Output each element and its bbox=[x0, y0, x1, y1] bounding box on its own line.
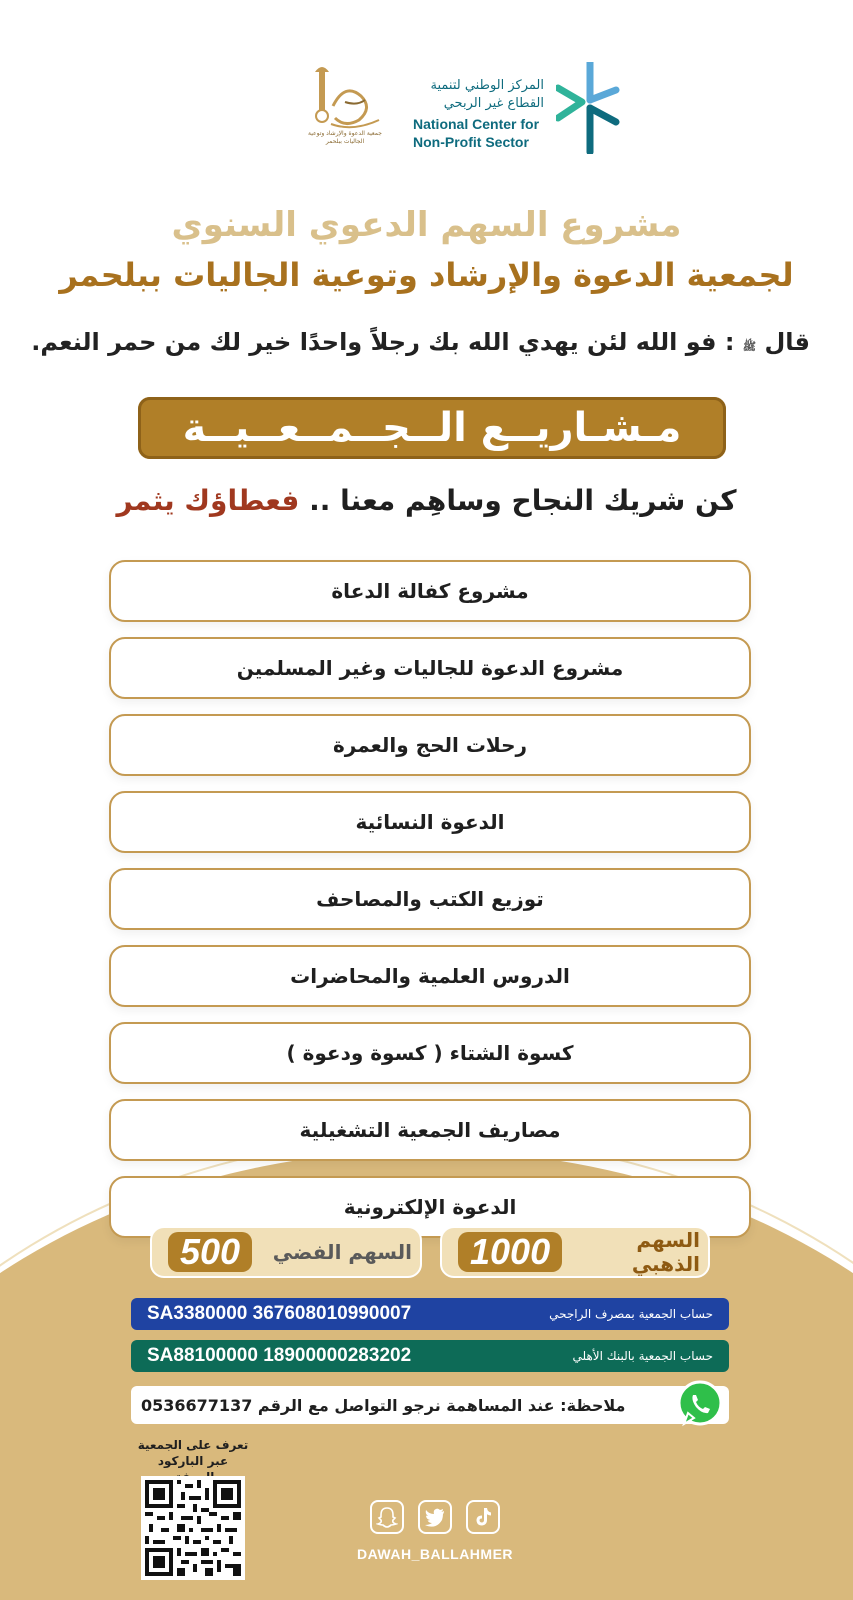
title-line2: لجمعية الدعوة والإرشاد وتوعية الجاليات ببلحمر bbox=[59, 256, 794, 294]
ncnp-arabic-line1: المركز الوطني لتنمية bbox=[430, 78, 544, 93]
project-item: توزيع الكتب والمصاحف bbox=[109, 868, 751, 930]
bank-account-ahli bbox=[131, 1340, 729, 1372]
tiktok-icon[interactable] bbox=[466, 1500, 500, 1534]
projects-banner bbox=[138, 397, 726, 459]
hadith-quote bbox=[20, 328, 810, 356]
bank-rajhi-label: حساب الجمعية بمصرف الراجحي bbox=[549, 1307, 713, 1321]
hadith-honorific: ﷺ bbox=[742, 340, 757, 353]
silver-share-amount: 500 bbox=[168, 1232, 252, 1272]
bank-ahli-iban: SA88100000 18900000283202 bbox=[147, 1345, 412, 1366]
project-item: الدعوة النسائية bbox=[109, 791, 751, 853]
qr-caption-line1: تعرف على الجمعية bbox=[137, 1438, 249, 1452]
gold-share-amount: 1000 bbox=[458, 1232, 562, 1272]
social-links bbox=[370, 1500, 500, 1536]
ncnp-arabic-line2: القطاع غير الربحي bbox=[443, 96, 544, 111]
gold-share-label: السهم الذهبي bbox=[631, 1228, 700, 1276]
social-handle[interactable]: DAWAH_BALLAHMER bbox=[356, 1546, 514, 1562]
bank-ahli-label: حساب الجمعية بالبنك الأهلي bbox=[572, 1349, 713, 1363]
silver-share-label: السهم الفضي bbox=[272, 1240, 412, 1264]
snapchat-icon[interactable] bbox=[370, 1500, 404, 1534]
hadith-prefix: قال bbox=[764, 328, 810, 356]
ncnp-english-line2: Non-Profit Sector bbox=[413, 134, 529, 150]
project-item: رحلات الحج والعمرة bbox=[109, 714, 751, 776]
project-item: مصاريف الجمعية التشغيلية bbox=[109, 1099, 751, 1161]
bank-rajhi-iban: SA3380000 367608010990007 bbox=[147, 1303, 412, 1324]
project-item: الدعوة الإلكترونية bbox=[109, 1176, 751, 1238]
whatsapp-icon bbox=[676, 1380, 724, 1428]
qr-code-icon bbox=[145, 1480, 241, 1576]
project-item: كسوة الشتاء ( كسوة ودعوة ) bbox=[109, 1022, 751, 1084]
ncnp-mark-icon bbox=[556, 62, 620, 154]
project-item: مشروع كفالة الدعاة bbox=[109, 560, 751, 622]
slogan-accent: فعطاؤك يثمر bbox=[116, 484, 300, 517]
contact-note bbox=[131, 1386, 729, 1424]
twitter-icon[interactable] bbox=[418, 1500, 452, 1534]
title-line1: مشروع السهم الدعوي السنوي bbox=[171, 205, 682, 245]
silver-share-badge bbox=[150, 1226, 422, 1278]
hadith-text: : فو الله لئن يهدي الله بك رجلاً واحدًا خير لك من حمر النعم. bbox=[31, 328, 735, 356]
ncnp-logo bbox=[410, 62, 620, 154]
slogan-main: كن شريك النجاح وساهِم معنا .. bbox=[309, 484, 737, 517]
association-logo-subtitle: جمعية الدعوة والإرشاد وتوعية الجاليات ببلحمر bbox=[308, 130, 382, 145]
bank-account-rajhi bbox=[131, 1298, 729, 1330]
slogan bbox=[0, 484, 853, 517]
projects-banner-label: مـشـاريــع الــجــمــعــيــة bbox=[182, 405, 682, 451]
project-item: مشروع الدعوة للجاليات وغير المسلمين bbox=[109, 637, 751, 699]
gold-share-badge bbox=[440, 1226, 710, 1278]
qr-code bbox=[141, 1476, 245, 1580]
ncnp-english-line1: National Center for bbox=[413, 116, 540, 132]
contact-note-text: ملاحظة: عند المساهمة نرجو التواصل مع الرقم 0536677137 bbox=[141, 1395, 626, 1415]
qr-caption-line2: عبر الباركود bbox=[157, 1454, 229, 1468]
project-item: الدروس العلمية والمحاضرات bbox=[109, 945, 751, 1007]
projects-list bbox=[109, 560, 751, 1253]
